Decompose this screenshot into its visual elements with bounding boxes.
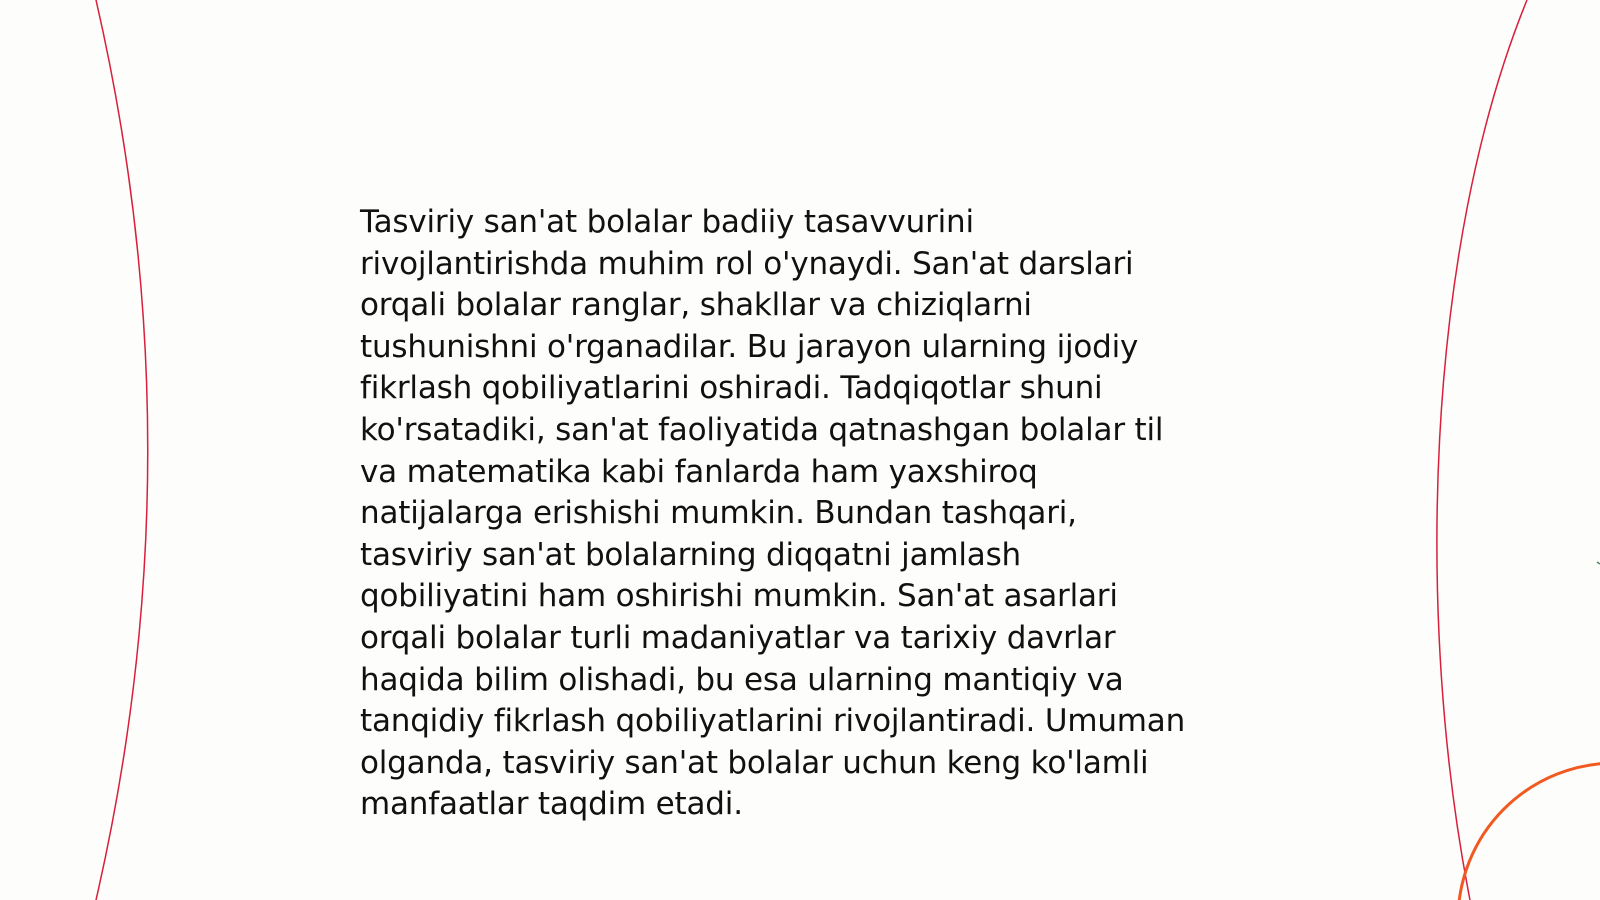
accent-arc (1458, 763, 1600, 900)
paragraph-line: rivojlantirishda muhim rol o'ynaydi. San'at darslari (360, 245, 1134, 282)
paragraph-line: qobiliyatini ham oshirishi mumkin. San'at asarlari (360, 578, 1118, 615)
paragraph-line: olganda, tasviriy san'at bolalar uchun keng ko'lamli (360, 744, 1149, 781)
paragraph-line: orqali bolalar ranglar, shakllar va chiziqlarni (360, 287, 1032, 324)
paragraph-line: tasviriy san'at bolalarning diqqatni jamlash (360, 536, 1021, 573)
paragraph-line: va matematika kabi fanlarda ham yaxshiroq (360, 453, 1038, 490)
paragraph-line: tushunishni o'rganadilar. Bu jarayon ularning ijodiy (360, 328, 1139, 365)
paragraph-line: tanqidiy fikrlash qobiliyatlarini rivojlantiradi. Umuman (360, 703, 1186, 740)
paragraph-line: natijalarga erishishi mumkin. Bundan tashqari, (360, 495, 1077, 532)
body-paragraph (360, 202, 1240, 826)
paragraph-line: orqali bolalar turli madaniyatlar va tarixiy davrlar (360, 619, 1116, 656)
left-curve-line (96, 0, 148, 900)
paragraph-line: fikrlash qobiliyatlarini oshiradi. Tadqiqotlar shuni (360, 370, 1103, 407)
paragraph-line: manfaatlar taqdim etadi. (360, 786, 743, 823)
paragraph-line: Tasviriy san'at bolalar badiiy tasavvurini (360, 204, 974, 240)
paragraph-line: ko'rsatadiki, san'at faoliyatida qatnashgan bolalar til (360, 411, 1164, 448)
right-curve-line (1437, 0, 1527, 900)
paragraph-line: haqida bilim olishadi, bu esa ularning mantiqiy va (360, 661, 1124, 698)
